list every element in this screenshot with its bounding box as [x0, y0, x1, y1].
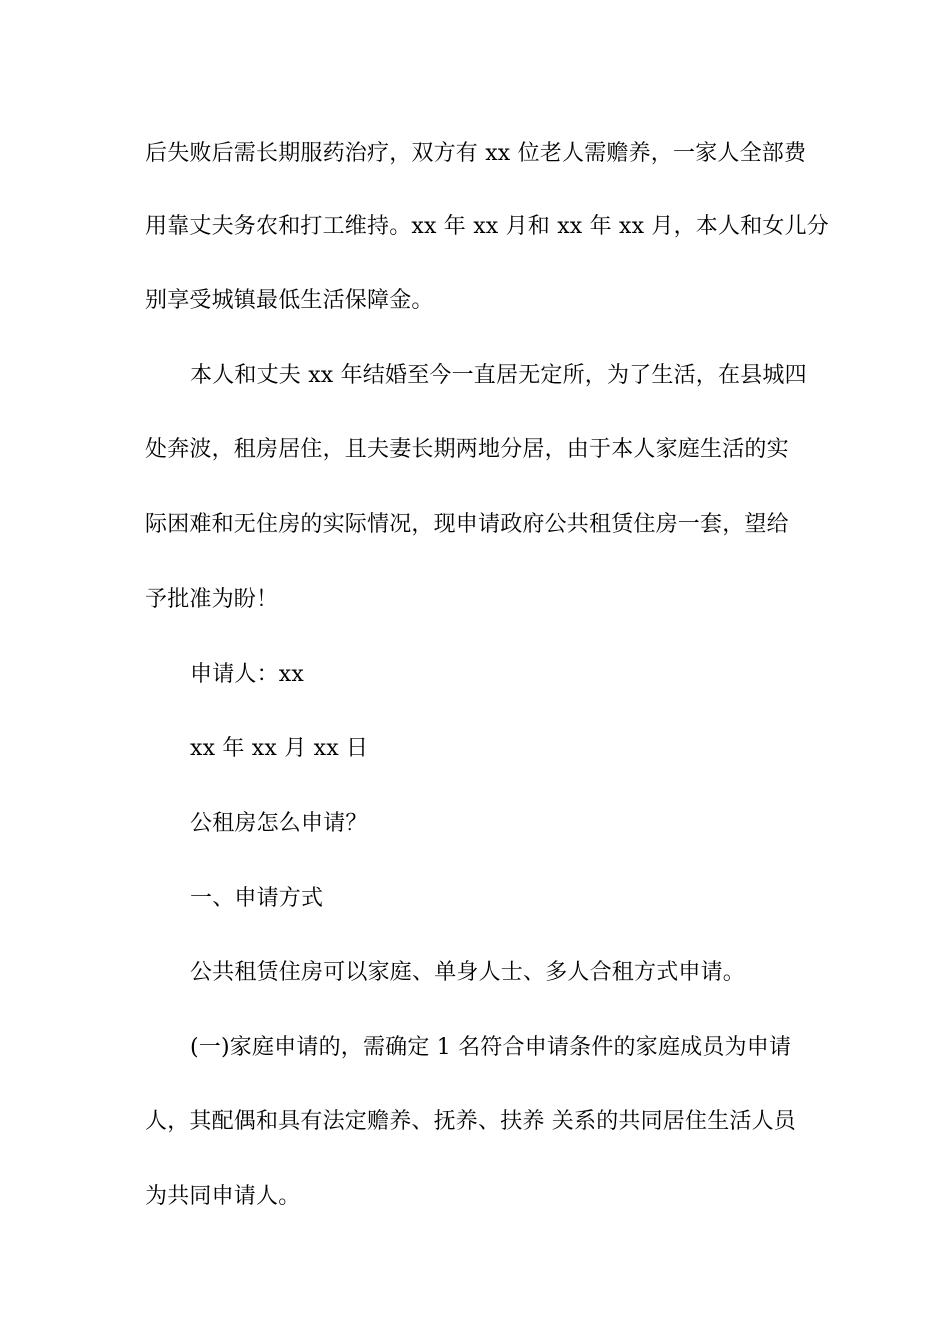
- paragraph-line: 人，其配偶和具有法定赡养、抚养、扶养 关系的共同居住生活人员: [145, 1109, 796, 1134]
- applicant-signature: 申请人：xx: [190, 662, 305, 687]
- paragraph-line: 本人和丈夫 xx 年结婚至今一直居无定所，为了生活，在县城四: [190, 363, 807, 388]
- paragraph-line: 别享受城镇最低生活保障金。: [145, 288, 434, 313]
- paragraph-line: 为共同申请人。: [145, 1184, 301, 1209]
- signature-date: xx 年 xx 月 xx 日: [190, 736, 369, 761]
- paragraph-line: 后失败后需长期服药治疗，双方有 xx 位老人需赡养，一家人全部费: [145, 141, 807, 166]
- paragraph-line: 处奔波，租房居住，且夫妻长期两地分居，由于本人家庭生活的实: [145, 437, 789, 462]
- paragraph-line: 际困难和无住房的实际情况，现申请政府公共租赁住房一套，望给: [145, 512, 789, 537]
- paragraph-line: 用靠丈夫务农和打工维持。xx 年 xx 月和 xx 年 xx 月，本人和女儿分: [145, 214, 830, 239]
- paragraph-line: 予批准为盼！: [145, 587, 279, 612]
- paragraph-line: (一)家庭申请的，需确定 1 名符合申请条件的家庭成员为申请: [190, 1035, 792, 1060]
- section-heading: 一、申请方式: [190, 886, 324, 911]
- section-question: 公租房怎么申请？: [190, 811, 368, 836]
- paragraph-line: 公共租赁住房可以家庭、单身人士、多人合租方式申请。: [190, 960, 746, 985]
